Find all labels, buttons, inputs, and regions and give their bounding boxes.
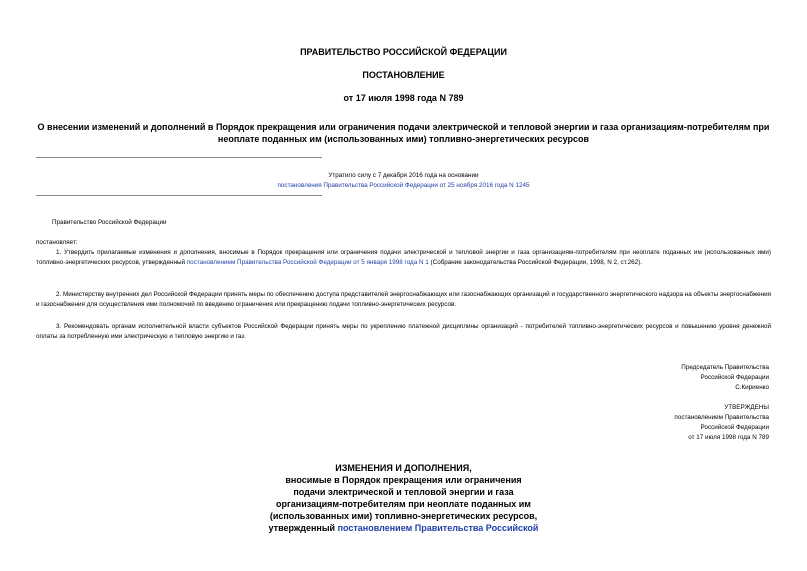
signature-line-2: Российской Федерации <box>700 374 769 381</box>
paragraph-2: 2. Министерству внутренних дел Российской Федерации принять меры по обеспечению доступа представителей энергоснабжающих или газоснабжающих организаций и государственного энергетического надзора на объекты энергоснабжения и газоснабжения для осуществления ими полномочий по введению ограничения или прекращению подачи топливно-энергетических ресурсов. <box>36 291 771 308</box>
approval-block <box>509 403 769 443</box>
divider-bottom <box>36 195 322 196</box>
approval-line-4: от 17 июля 1998 года N 789 <box>688 434 769 441</box>
decrees-word: постановляет: <box>36 239 78 246</box>
status-note <box>0 171 807 191</box>
annex-line-6 <box>0 522 807 534</box>
paragraph-1-end: (Собрание законодательства Российской Федерации, 1998, N 2, ст.262). <box>428 259 642 266</box>
signature-block <box>509 363 769 393</box>
approval-line-1: УТВЕРЖДЕНЫ <box>724 404 769 411</box>
paragraph-3: 3. Рекомендовать органам исполнительной власти субъектов Российской Федерации принять меры по укреплению платежной дисциплины организаций - потребителей топливно-энергетических ресурсов и повышению уровня денежной оплаты за потребленную ими электрическую и тепловую энергию и газ. <box>36 323 771 340</box>
document-title <box>36 121 771 145</box>
approval-line-3: Российской Федерации <box>700 424 769 431</box>
annex-line-6-text: утвержденный <box>268 523 338 533</box>
paragraph-1-text: 1. Утвердить прилагаемые изменения и дополнения, вносимые в Порядок прекращения или ограничения подачи электрической и тепловой энергии и газа организациям-потребителям при неоплате поданных им (использованных ими) топливно-энергетических ресурсов, утвержденный <box>36 249 771 266</box>
approval-line-2: постановлением Правительства <box>674 414 769 421</box>
issuer-line: Правительство Российской Федерации <box>52 219 167 226</box>
annex-line-3: подачи электрической и тепловой энергии и газа <box>293 487 514 497</box>
status-line: Утратило силу с 7 декабря 2016 года на основании <box>328 172 479 179</box>
annex-line-2: вносимые в Порядок прекращения или ограничения <box>285 475 522 485</box>
divider-top <box>36 157 322 158</box>
annex-heading <box>0 462 807 534</box>
title-line-2: неоплате поданных им (использованных ими) топливно-энергетических ресурсов <box>217 134 590 144</box>
date-number-heading: от 17 июля 1998 года N 789 <box>343 93 464 103</box>
annex-line-6-link[interactable]: постановлением Правительства Российской <box>337 523 539 533</box>
annex-line-5: (использованных ими) топливно-энергетических ресурсов, <box>269 511 538 521</box>
issuer-heading: ПРАВИТЕЛЬСТВО РОССИЙСКОЙ ФЕДЕРАЦИИ <box>300 47 507 57</box>
signature-line-3: С.Кириенко <box>735 384 769 391</box>
signature-line-1: Председатель Правительства <box>681 364 769 371</box>
status-link[interactable]: постановления Правительства Российской Федерации от 25 ноября 2016 года N 1245 <box>277 182 530 189</box>
doc-type-heading: ПОСТАНОВЛЕНИЕ <box>362 70 445 80</box>
title-line-1: О внесении изменений и дополнений в Порядок прекращения или ограничения подачи электрической и тепловой энергии и газа организациям-потребителям при <box>37 122 770 132</box>
paragraph-1-link[interactable]: постановлением Правительства Российской Федерации от 5 января 1998 года N 1 <box>186 259 429 266</box>
annex-line-1: ИЗМЕНЕНИЯ И ДОПОЛНЕНИЯ, <box>335 463 472 473</box>
paragraph-1 <box>36 248 771 268</box>
annex-line-4: организациям-потребителям при неоплате поданных им <box>276 499 531 509</box>
